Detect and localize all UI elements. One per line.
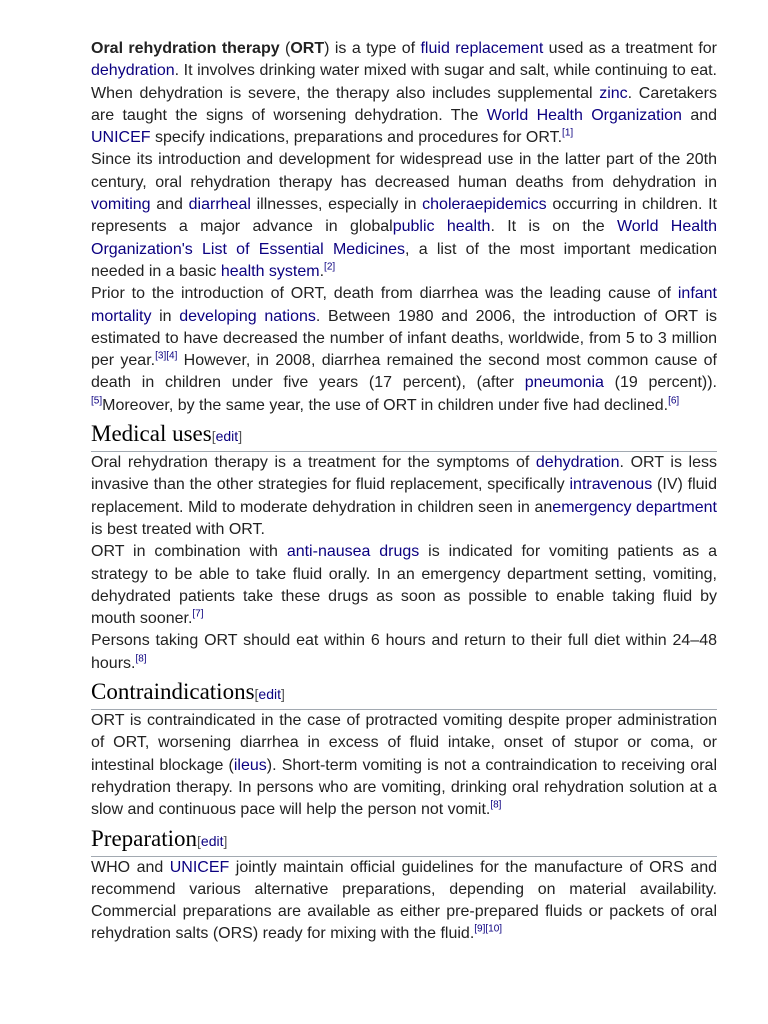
medical-uses-paragraph-1 — [91, 452, 717, 541]
link-diarrheal[interactable]: diarrheal — [188, 196, 251, 214]
citation[interactable] — [490, 800, 501, 811]
link-intravenous[interactable]: intravenous — [569, 476, 653, 494]
link-world-health-organization[interactable]: World Health Organization — [486, 106, 682, 124]
text: ORT in combination with — [91, 543, 287, 561]
link-vomiting[interactable]: vomiting — [91, 196, 151, 214]
citation-link[interactable]: [10] — [485, 924, 503, 936]
text: Persons taking ORT should eat within 6 hours and return to their full diet within 24–48 hours. — [91, 632, 717, 672]
text: (19 percent)). — [603, 374, 717, 392]
section-heading-medical-uses — [91, 420, 717, 452]
text: Prior to the introduction of ORT, death from diarrhea was the leading cause of — [91, 285, 678, 303]
intro-paragraph-2 — [91, 149, 717, 283]
text: . It involves drinking water mixed with sugar and salt, while continuing to eat. When dehydration is severe, the therapy also includes supplemental — [91, 62, 717, 102]
section-heading-preparation — [91, 825, 717, 857]
citation[interactable] — [324, 262, 335, 273]
text: . ORT is less invasive than the other strategies for fluid replacement, specifically — [91, 454, 717, 494]
link-infant-mortality[interactable]: infant mortality — [91, 285, 717, 325]
citation-link[interactable]: [6] — [668, 395, 680, 407]
citation-link[interactable]: [3] — [155, 350, 167, 362]
citation-link[interactable]: [8] — [490, 799, 502, 811]
text: ). Short-term vomiting is not a contraindication to receiving oral rehydration therapy. In persons who are vomiting, drinking oral rehydration solution at a slow and continuous pace will help the person not vomit. — [91, 756, 717, 819]
edit-link[interactable]: edit — [215, 428, 239, 445]
citation-link[interactable]: [4] — [166, 350, 178, 362]
text: occurring in children. It represents a major advance in global — [91, 196, 717, 236]
text: Oral rehydration therapy is a treatment for the symptoms of — [91, 454, 536, 472]
link-epidemics[interactable]: epidemics — [474, 196, 547, 214]
article-abbreviation: ORT — [290, 40, 325, 57]
text: is indicated for vomiting patients as a strategy to be able to take fluid orally. In an emergency department setting, vomiting, dehydrated patients take these drugs as soon as possible to enable taking fluid by mouth sooner. — [91, 543, 717, 628]
citation-link[interactable]: [2] — [324, 261, 336, 273]
link-unicef[interactable]: UNICEF — [91, 129, 151, 147]
section-title: Contraindications — [91, 679, 255, 705]
text: and — [150, 196, 189, 214]
link-essential-medicines[interactable]: World Health Organization's List of Essential Medicines — [91, 218, 718, 258]
citation[interactable] — [155, 351, 177, 362]
link-health-system[interactable]: health system — [220, 262, 320, 280]
text: However, in 2008, diarrhea remained the second most common cause of death in children under five years (17 percent), (after — [91, 352, 718, 392]
link-zinc[interactable]: zinc — [599, 84, 628, 102]
citation[interactable] — [562, 128, 573, 139]
text: . It is on the — [490, 218, 617, 236]
text: ORT is contraindicated in the case of protracted vomiting despite proper administration of ORT, worsening diarrhea in excess of fluid intake, onset of stupor or coma, or intestinal blockage ( — [91, 712, 717, 774]
article-term: Oral rehydration therapy — [91, 40, 280, 57]
preparation-paragraph-1 — [91, 857, 717, 946]
link-cholera[interactable]: cholera — [422, 196, 475, 214]
citation[interactable] — [474, 924, 502, 935]
link-dehydration[interactable]: dehydration — [91, 62, 175, 80]
text: (IV) fluid replacement. Mild to moderate dehydration in children seen in an — [91, 476, 718, 516]
edit-link[interactable]: edit — [258, 686, 281, 703]
section-title: Medical uses — [91, 421, 212, 447]
text: ( — [279, 40, 291, 57]
link-developing-nations[interactable]: developing nations — [179, 307, 316, 325]
edit-section: [edit] — [197, 832, 228, 849]
text: WHO and — [91, 858, 170, 876]
text: used as a treatment for — [543, 40, 718, 57]
text: jointly maintain official guidelines for the manufacture of ORS and recommend various alternative preparations, depending on material availability. Commercial preparations are available as either pre-prepared fluids or packets of oral rehydration salts (ORS) ready for mixing with the fluid. — [91, 858, 718, 943]
edit-section: [edit] — [211, 428, 243, 445]
citation[interactable] — [135, 653, 146, 664]
link-dehydration[interactable]: dehydration — [535, 454, 620, 472]
text: Moreover, by the same year, the use of ORT in children under five had declined. — [102, 396, 669, 414]
text: , a list of the most important medication needed in a basic — [91, 240, 718, 280]
section-title: Preparation — [91, 825, 198, 851]
medical-uses-paragraph-2 — [91, 541, 717, 630]
citation-link[interactable]: [9] — [474, 924, 486, 936]
citation[interactable] — [192, 609, 203, 620]
citation[interactable] — [668, 395, 679, 406]
link-public-health[interactable]: public health — [392, 218, 491, 236]
link-fluid-replacement[interactable]: fluid replacement — [420, 40, 544, 57]
citation-link[interactable]: [7] — [192, 608, 204, 620]
link-anti-nausea-drugs[interactable]: anti-nausea drugs — [286, 543, 420, 561]
text: illnesses, especially in — [250, 196, 423, 214]
text: ) is a type of — [324, 40, 421, 57]
text: Since its introduction and development for widespread use in the latter part of the 20th century, oral rehydration therapy has decreased human deaths from dehydration in — [91, 151, 717, 191]
text: specify indications, preparations and procedures for ORT. — [150, 129, 563, 147]
link-ileus[interactable]: ileus — [233, 756, 267, 774]
citation-link[interactable]: [1] — [562, 127, 574, 139]
text: . — [319, 262, 325, 280]
text: . Between 1980 and 2006, the introduction of ORT is estimated to have decreased the number of infant deaths, worldwide, from 5 to 3 million per year. — [91, 307, 718, 370]
section-heading-contraindications — [91, 678, 717, 710]
link-pneumonia[interactable]: pneumonia — [524, 374, 604, 392]
text: . Caretakers are taught the signs of worsening dehydration. The — [91, 84, 718, 124]
text: and — [681, 106, 718, 124]
citation-link[interactable]: [8] — [135, 653, 147, 665]
link-unicef[interactable]: UNICEF — [169, 858, 230, 876]
intro-paragraph-1 — [91, 38, 717, 149]
citation[interactable] — [91, 395, 102, 406]
intro-paragraph-3 — [91, 283, 717, 417]
edit-section: [edit] — [254, 686, 285, 703]
edit-link[interactable]: edit — [200, 832, 224, 849]
text: is best treated with ORT. — [91, 520, 265, 538]
link-emergency-department[interactable]: emergency department — [552, 498, 717, 516]
text: in — [151, 307, 180, 325]
citation-link[interactable]: [5] — [91, 395, 103, 407]
medical-uses-paragraph-3 — [91, 630, 717, 675]
contraindications-paragraph-1 — [91, 710, 717, 821]
